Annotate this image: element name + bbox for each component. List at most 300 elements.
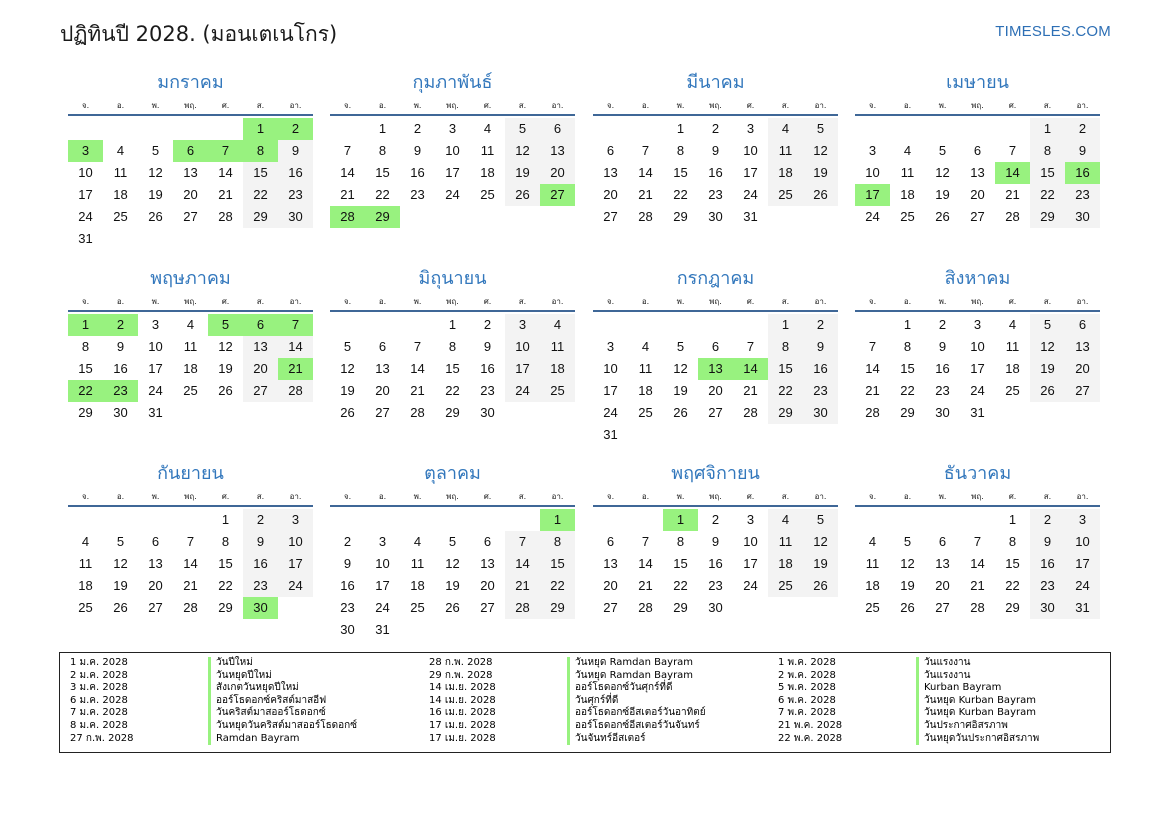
day-cell[interactable]: 21 <box>183 578 198 593</box>
holiday-day[interactable]: 23 <box>103 380 138 402</box>
day-cell[interactable]: 18 <box>78 578 93 593</box>
holiday-day[interactable]: 3 <box>68 140 103 162</box>
day-cell[interactable]: 17 <box>148 361 163 376</box>
day-cell[interactable]: 28 <box>970 600 985 615</box>
day-cell[interactable]: 22 <box>445 383 460 398</box>
day-cell[interactable]: 25 <box>410 600 425 615</box>
day-cell[interactable]: 9 <box>243 531 278 553</box>
day-cell[interactable]: 3 <box>746 121 755 136</box>
day-cell[interactable]: 29 <box>1030 206 1065 228</box>
day-cell[interactable]: 29 <box>768 402 803 424</box>
day-cell[interactable]: 29 <box>243 206 278 228</box>
day-cell[interactable]: 14 <box>183 556 198 571</box>
holiday-day[interactable]: 30 <box>243 597 278 619</box>
day-cell[interactable]: 18 <box>540 358 575 380</box>
holiday-day[interactable]: 1 <box>243 118 278 140</box>
day-cell[interactable]: 13 <box>148 556 163 571</box>
day-cell[interactable]: 21 <box>1005 187 1020 202</box>
day-cell[interactable]: 4 <box>641 339 650 354</box>
day-cell[interactable]: 12 <box>340 361 355 376</box>
day-cell[interactable]: 13 <box>970 165 985 180</box>
day-cell[interactable]: 30 <box>708 600 723 615</box>
day-cell[interactable]: 30 <box>1065 206 1100 228</box>
day-cell[interactable]: 13 <box>243 336 278 358</box>
day-cell[interactable]: 11 <box>113 165 128 180</box>
holiday-day[interactable]: 27 <box>540 184 575 206</box>
day-cell[interactable]: 14 <box>340 165 355 180</box>
day-cell[interactable]: 5 <box>903 534 912 549</box>
day-cell[interactable]: 14 <box>638 165 653 180</box>
day-cell[interactable]: 1 <box>1008 512 1017 527</box>
day-cell[interactable]: 9 <box>413 143 422 158</box>
day-cell[interactable]: 15 <box>768 358 803 380</box>
day-cell[interactable]: 6 <box>151 534 160 549</box>
day-cell[interactable]: 5 <box>343 339 352 354</box>
day-cell[interactable]: 18 <box>900 187 915 202</box>
day-cell[interactable]: 6 <box>483 534 492 549</box>
day-cell[interactable]: 12 <box>673 361 688 376</box>
day-cell[interactable]: 8 <box>676 534 685 549</box>
holiday-day[interactable]: 8 <box>243 140 278 162</box>
day-cell[interactable]: 16 <box>708 556 723 571</box>
day-cell[interactable]: 28 <box>638 600 653 615</box>
day-cell[interactable]: 14 <box>505 553 540 575</box>
day-cell[interactable]: 23 <box>708 187 723 202</box>
day-cell[interactable]: 17 <box>375 578 390 593</box>
day-cell[interactable]: 30 <box>340 622 355 637</box>
day-cell[interactable]: 10 <box>278 531 313 553</box>
day-cell[interactable]: 8 <box>676 143 685 158</box>
day-cell[interactable]: 30 <box>480 405 495 420</box>
day-cell[interactable]: 22 <box>243 184 278 206</box>
day-cell[interactable]: 16 <box>480 361 495 376</box>
day-cell[interactable]: 19 <box>935 187 950 202</box>
holiday-day[interactable]: 16 <box>1065 162 1100 184</box>
day-cell[interactable]: 19 <box>673 383 688 398</box>
day-cell[interactable]: 22 <box>375 187 390 202</box>
day-cell[interactable]: 4 <box>903 143 912 158</box>
day-cell[interactable]: 25 <box>183 383 198 398</box>
day-cell[interactable]: 11 <box>768 140 803 162</box>
day-cell[interactable]: 13 <box>540 140 575 162</box>
day-cell[interactable]: 7 <box>1008 143 1017 158</box>
day-cell[interactable]: 16 <box>113 361 128 376</box>
day-cell[interactable]: 17 <box>78 187 93 202</box>
day-cell[interactable]: 28 <box>638 209 653 224</box>
day-cell[interactable]: 24 <box>743 187 758 202</box>
day-cell[interactable]: 22 <box>673 187 688 202</box>
day-cell[interactable]: 15 <box>673 165 688 180</box>
day-cell[interactable]: 2 <box>803 314 838 336</box>
day-cell[interactable]: 15 <box>540 553 575 575</box>
day-cell[interactable]: 3 <box>1065 509 1100 531</box>
day-cell[interactable]: 6 <box>606 534 615 549</box>
day-cell[interactable]: 21 <box>638 187 653 202</box>
day-cell[interactable]: 25 <box>768 575 803 597</box>
day-cell[interactable]: 25 <box>900 209 915 224</box>
day-cell[interactable]: 4 <box>413 534 422 549</box>
day-cell[interactable]: 25 <box>540 380 575 402</box>
day-cell[interactable]: 5 <box>1030 314 1065 336</box>
day-cell[interactable]: 23 <box>410 187 425 202</box>
day-cell[interactable]: 27 <box>1065 380 1100 402</box>
day-cell[interactable]: 11 <box>638 361 653 376</box>
day-cell[interactable]: 7 <box>343 143 352 158</box>
day-cell[interactable]: 29 <box>673 209 688 224</box>
day-cell[interactable]: 31 <box>78 231 93 246</box>
day-cell[interactable]: 1 <box>768 314 803 336</box>
day-cell[interactable]: 26 <box>113 600 128 615</box>
day-cell[interactable]: 13 <box>603 556 618 571</box>
day-cell[interactable]: 18 <box>638 383 653 398</box>
holiday-day[interactable]: 14 <box>995 162 1030 184</box>
day-cell[interactable]: 26 <box>148 209 163 224</box>
day-cell[interactable]: 9 <box>803 336 838 358</box>
day-cell[interactable]: 23 <box>1065 184 1100 206</box>
holiday-day[interactable]: 5 <box>208 314 243 336</box>
day-cell[interactable]: 13 <box>603 165 618 180</box>
day-cell[interactable]: 21 <box>218 187 233 202</box>
day-cell[interactable]: 17 <box>445 165 460 180</box>
holiday-day[interactable]: 2 <box>103 314 138 336</box>
day-cell[interactable]: 25 <box>78 600 93 615</box>
day-cell[interactable]: 14 <box>278 336 313 358</box>
day-cell[interactable]: 4 <box>186 317 195 332</box>
day-cell[interactable]: 10 <box>375 556 390 571</box>
day-cell[interactable]: 6 <box>540 118 575 140</box>
day-cell[interactable]: 20 <box>970 187 985 202</box>
day-cell[interactable]: 22 <box>900 383 915 398</box>
day-cell[interactable]: 5 <box>151 143 160 158</box>
day-cell[interactable]: 2 <box>711 121 720 136</box>
day-cell[interactable]: 30 <box>803 402 838 424</box>
day-cell[interactable]: 6 <box>973 143 982 158</box>
holiday-day[interactable]: 21 <box>278 358 313 380</box>
day-cell[interactable]: 3 <box>378 534 387 549</box>
day-cell[interactable]: 26 <box>1030 380 1065 402</box>
day-cell[interactable]: 4 <box>868 534 877 549</box>
day-cell[interactable]: 28 <box>743 405 758 420</box>
day-cell[interactable]: 9 <box>278 140 313 162</box>
day-cell[interactable]: 9 <box>711 534 720 549</box>
day-cell[interactable]: 3 <box>278 509 313 531</box>
day-cell[interactable]: 31 <box>603 427 618 442</box>
day-cell[interactable]: 18 <box>113 187 128 202</box>
holiday-day[interactable]: 2 <box>278 118 313 140</box>
day-cell[interactable]: 12 <box>218 339 233 354</box>
day-cell[interactable]: 20 <box>148 578 163 593</box>
day-cell[interactable]: 15 <box>1005 556 1020 571</box>
day-cell[interactable]: 4 <box>1008 317 1017 332</box>
day-cell[interactable]: 12 <box>900 556 915 571</box>
day-cell[interactable]: 29 <box>78 405 93 420</box>
day-cell[interactable]: 23 <box>803 380 838 402</box>
day-cell[interactable]: 11 <box>78 556 93 571</box>
day-cell[interactable]: 30 <box>278 206 313 228</box>
day-cell[interactable]: 26 <box>935 209 950 224</box>
day-cell[interactable]: 5 <box>505 118 540 140</box>
day-cell[interactable]: 1 <box>676 121 685 136</box>
day-cell[interactable]: 18 <box>410 578 425 593</box>
day-cell[interactable]: 9 <box>343 556 352 571</box>
day-cell[interactable]: 7 <box>746 339 755 354</box>
day-cell[interactable]: 11 <box>768 531 803 553</box>
day-cell[interactable]: 2 <box>243 509 278 531</box>
day-cell[interactable]: 10 <box>603 361 618 376</box>
day-cell[interactable]: 15 <box>375 165 390 180</box>
holiday-day[interactable]: 13 <box>698 358 733 380</box>
day-cell[interactable]: 24 <box>743 578 758 593</box>
day-cell[interactable]: 17 <box>970 361 985 376</box>
day-cell[interactable]: 14 <box>638 556 653 571</box>
day-cell[interactable]: 30 <box>1030 597 1065 619</box>
day-cell[interactable]: 21 <box>743 383 758 398</box>
day-cell[interactable]: 15 <box>78 361 93 376</box>
day-cell[interactable]: 20 <box>603 578 618 593</box>
day-cell[interactable]: 28 <box>183 600 198 615</box>
day-cell[interactable]: 27 <box>480 600 495 615</box>
day-cell[interactable]: 19 <box>1030 358 1065 380</box>
day-cell[interactable]: 9 <box>483 339 492 354</box>
day-cell[interactable]: 26 <box>673 405 688 420</box>
day-cell[interactable]: 11 <box>900 165 915 180</box>
day-cell[interactable]: 12 <box>113 556 128 571</box>
day-cell[interactable]: 19 <box>900 578 915 593</box>
day-cell[interactable]: 16 <box>803 358 838 380</box>
day-cell[interactable]: 21 <box>638 578 653 593</box>
day-cell[interactable]: 8 <box>81 339 90 354</box>
day-cell[interactable]: 12 <box>935 165 950 180</box>
day-cell[interactable]: 24 <box>970 383 985 398</box>
day-cell[interactable]: 20 <box>480 578 495 593</box>
day-cell[interactable]: 12 <box>505 140 540 162</box>
day-cell[interactable]: 31 <box>743 209 758 224</box>
day-cell[interactable]: 9 <box>1030 531 1065 553</box>
day-cell[interactable]: 7 <box>186 534 195 549</box>
day-cell[interactable]: 7 <box>641 143 650 158</box>
day-cell[interactable]: 17 <box>1065 553 1100 575</box>
day-cell[interactable]: 17 <box>505 358 540 380</box>
day-cell[interactable]: 1 <box>448 317 457 332</box>
day-cell[interactable]: 25 <box>865 600 880 615</box>
day-cell[interactable]: 5 <box>803 118 838 140</box>
day-cell[interactable]: 26 <box>340 405 355 420</box>
day-cell[interactable]: 29 <box>540 597 575 619</box>
day-cell[interactable]: 2 <box>413 121 422 136</box>
day-cell[interactable]: 2 <box>343 534 352 549</box>
day-cell[interactable]: 23 <box>243 575 278 597</box>
day-cell[interactable]: 27 <box>603 600 618 615</box>
day-cell[interactable]: 24 <box>445 187 460 202</box>
day-cell[interactable]: 8 <box>1008 534 1017 549</box>
day-cell[interactable]: 6 <box>378 339 387 354</box>
day-cell[interactable]: 28 <box>1005 209 1020 224</box>
day-cell[interactable]: 3 <box>448 121 457 136</box>
day-cell[interactable]: 23 <box>278 184 313 206</box>
day-cell[interactable]: 29 <box>673 600 688 615</box>
day-cell[interactable]: 22 <box>1005 578 1020 593</box>
holiday-day[interactable]: 1 <box>68 314 103 336</box>
day-cell[interactable]: 8 <box>540 531 575 553</box>
day-cell[interactable]: 3 <box>606 339 615 354</box>
day-cell[interactable]: 6 <box>938 534 947 549</box>
day-cell[interactable]: 12 <box>1030 336 1065 358</box>
day-cell[interactable]: 25 <box>768 184 803 206</box>
day-cell[interactable]: 21 <box>970 578 985 593</box>
day-cell[interactable]: 20 <box>935 578 950 593</box>
day-cell[interactable]: 24 <box>603 405 618 420</box>
day-cell[interactable]: 20 <box>243 358 278 380</box>
day-cell[interactable]: 16 <box>1030 553 1065 575</box>
day-cell[interactable]: 23 <box>340 600 355 615</box>
day-cell[interactable]: 27 <box>603 209 618 224</box>
day-cell[interactable]: 10 <box>1065 531 1100 553</box>
day-cell[interactable]: 27 <box>970 209 985 224</box>
day-cell[interactable]: 4 <box>540 314 575 336</box>
day-cell[interactable]: 29 <box>900 405 915 420</box>
day-cell[interactable]: 31 <box>970 405 985 420</box>
day-cell[interactable]: 22 <box>768 380 803 402</box>
day-cell[interactable]: 10 <box>505 336 540 358</box>
day-cell[interactable]: 1 <box>221 512 230 527</box>
holiday-day[interactable]: 6 <box>173 140 208 162</box>
day-cell[interactable]: 8 <box>378 143 387 158</box>
day-cell[interactable]: 2 <box>1065 118 1100 140</box>
day-cell[interactable]: 21 <box>340 187 355 202</box>
day-cell[interactable]: 4 <box>81 534 90 549</box>
day-cell[interactable]: 10 <box>865 165 880 180</box>
day-cell[interactable]: 21 <box>865 383 880 398</box>
day-cell[interactable]: 27 <box>183 209 198 224</box>
day-cell[interactable]: 13 <box>375 361 390 376</box>
day-cell[interactable]: 13 <box>1065 336 1100 358</box>
day-cell[interactable]: 15 <box>673 556 688 571</box>
day-cell[interactable]: 11 <box>480 143 495 158</box>
day-cell[interactable]: 5 <box>938 143 947 158</box>
day-cell[interactable]: 11 <box>865 556 880 571</box>
holiday-day[interactable]: 7 <box>278 314 313 336</box>
day-cell[interactable]: 3 <box>505 314 540 336</box>
day-cell[interactable]: 19 <box>445 578 460 593</box>
day-cell[interactable]: 3 <box>746 512 755 527</box>
day-cell[interactable]: 10 <box>148 339 163 354</box>
day-cell[interactable]: 26 <box>445 600 460 615</box>
day-cell[interactable]: 10 <box>743 143 758 158</box>
day-cell[interactable]: 2 <box>711 512 720 527</box>
day-cell[interactable]: 4 <box>483 121 492 136</box>
day-cell[interactable]: 16 <box>935 361 950 376</box>
day-cell[interactable]: 15 <box>243 162 278 184</box>
day-cell[interactable]: 11 <box>540 336 575 358</box>
day-cell[interactable]: 16 <box>243 553 278 575</box>
day-cell[interactable]: 23 <box>1030 575 1065 597</box>
day-cell[interactable]: 31 <box>148 405 163 420</box>
day-cell[interactable]: 2 <box>1030 509 1065 531</box>
day-cell[interactable]: 15 <box>1030 162 1065 184</box>
day-cell[interactable]: 13 <box>935 556 950 571</box>
day-cell[interactable]: 3 <box>973 317 982 332</box>
day-cell[interactable]: 20 <box>183 187 198 202</box>
day-cell[interactable]: 15 <box>218 556 233 571</box>
day-cell[interactable]: 23 <box>480 383 495 398</box>
day-cell[interactable]: 26 <box>218 383 233 398</box>
holiday-day[interactable]: 1 <box>540 509 575 531</box>
day-cell[interactable]: 19 <box>505 162 540 184</box>
day-cell[interactable]: 16 <box>708 165 723 180</box>
day-cell[interactable]: 23 <box>708 578 723 593</box>
day-cell[interactable]: 28 <box>865 405 880 420</box>
day-cell[interactable]: 29 <box>218 600 233 615</box>
day-cell[interactable]: 1 <box>378 121 387 136</box>
day-cell[interactable]: 21 <box>505 575 540 597</box>
day-cell[interactable]: 11 <box>183 339 198 354</box>
day-cell[interactable]: 9 <box>711 143 720 158</box>
day-cell[interactable]: 22 <box>218 578 233 593</box>
day-cell[interactable]: 21 <box>410 383 425 398</box>
day-cell[interactable]: 17 <box>743 556 758 571</box>
holiday-day[interactable]: 1 <box>663 509 698 531</box>
day-cell[interactable]: 7 <box>505 531 540 553</box>
day-cell[interactable]: 26 <box>803 184 838 206</box>
day-cell[interactable]: 30 <box>113 405 128 420</box>
day-cell[interactable]: 31 <box>375 622 390 637</box>
day-cell[interactable]: 28 <box>410 405 425 420</box>
day-cell[interactable]: 6 <box>1065 314 1100 336</box>
day-cell[interactable]: 9 <box>1065 140 1100 162</box>
day-cell[interactable]: 4 <box>768 509 803 531</box>
day-cell[interactable]: 18 <box>768 553 803 575</box>
day-cell[interactable]: 23 <box>935 383 950 398</box>
day-cell[interactable]: 15 <box>445 361 460 376</box>
day-cell[interactable]: 30 <box>935 405 950 420</box>
day-cell[interactable]: 5 <box>448 534 457 549</box>
day-cell[interactable]: 24 <box>78 209 93 224</box>
day-cell[interactable]: 28 <box>218 209 233 224</box>
day-cell[interactable]: 19 <box>113 578 128 593</box>
day-cell[interactable]: 30 <box>708 209 723 224</box>
day-cell[interactable]: 14 <box>218 165 233 180</box>
day-cell[interactable]: 27 <box>935 600 950 615</box>
day-cell[interactable]: 24 <box>278 575 313 597</box>
day-cell[interactable]: 1 <box>903 317 912 332</box>
day-cell[interactable]: 20 <box>708 383 723 398</box>
day-cell[interactable]: 7 <box>413 339 422 354</box>
day-cell[interactable]: 27 <box>243 380 278 402</box>
day-cell[interactable]: 29 <box>445 405 460 420</box>
day-cell[interactable]: 7 <box>973 534 982 549</box>
day-cell[interactable]: 20 <box>603 187 618 202</box>
day-cell[interactable]: 9 <box>938 339 947 354</box>
day-cell[interactable]: 12 <box>445 556 460 571</box>
day-cell[interactable]: 24 <box>505 380 540 402</box>
day-cell[interactable]: 14 <box>410 361 425 376</box>
day-cell[interactable]: 8 <box>768 336 803 358</box>
day-cell[interactable]: 10 <box>445 143 460 158</box>
day-cell[interactable]: 18 <box>480 165 495 180</box>
day-cell[interactable]: 12 <box>803 140 838 162</box>
day-cell[interactable]: 11 <box>410 556 425 571</box>
day-cell[interactable]: 24 <box>865 209 880 224</box>
holiday-day[interactable]: 6 <box>243 314 278 336</box>
day-cell[interactable]: 1 <box>1030 118 1065 140</box>
day-cell[interactable]: 16 <box>410 165 425 180</box>
day-cell[interactable]: 5 <box>803 509 838 531</box>
day-cell[interactable]: 10 <box>78 165 93 180</box>
holiday-day[interactable]: 17 <box>855 184 890 206</box>
day-cell[interactable]: 20 <box>540 162 575 184</box>
day-cell[interactable]: 27 <box>708 405 723 420</box>
day-cell[interactable]: 25 <box>480 187 495 202</box>
